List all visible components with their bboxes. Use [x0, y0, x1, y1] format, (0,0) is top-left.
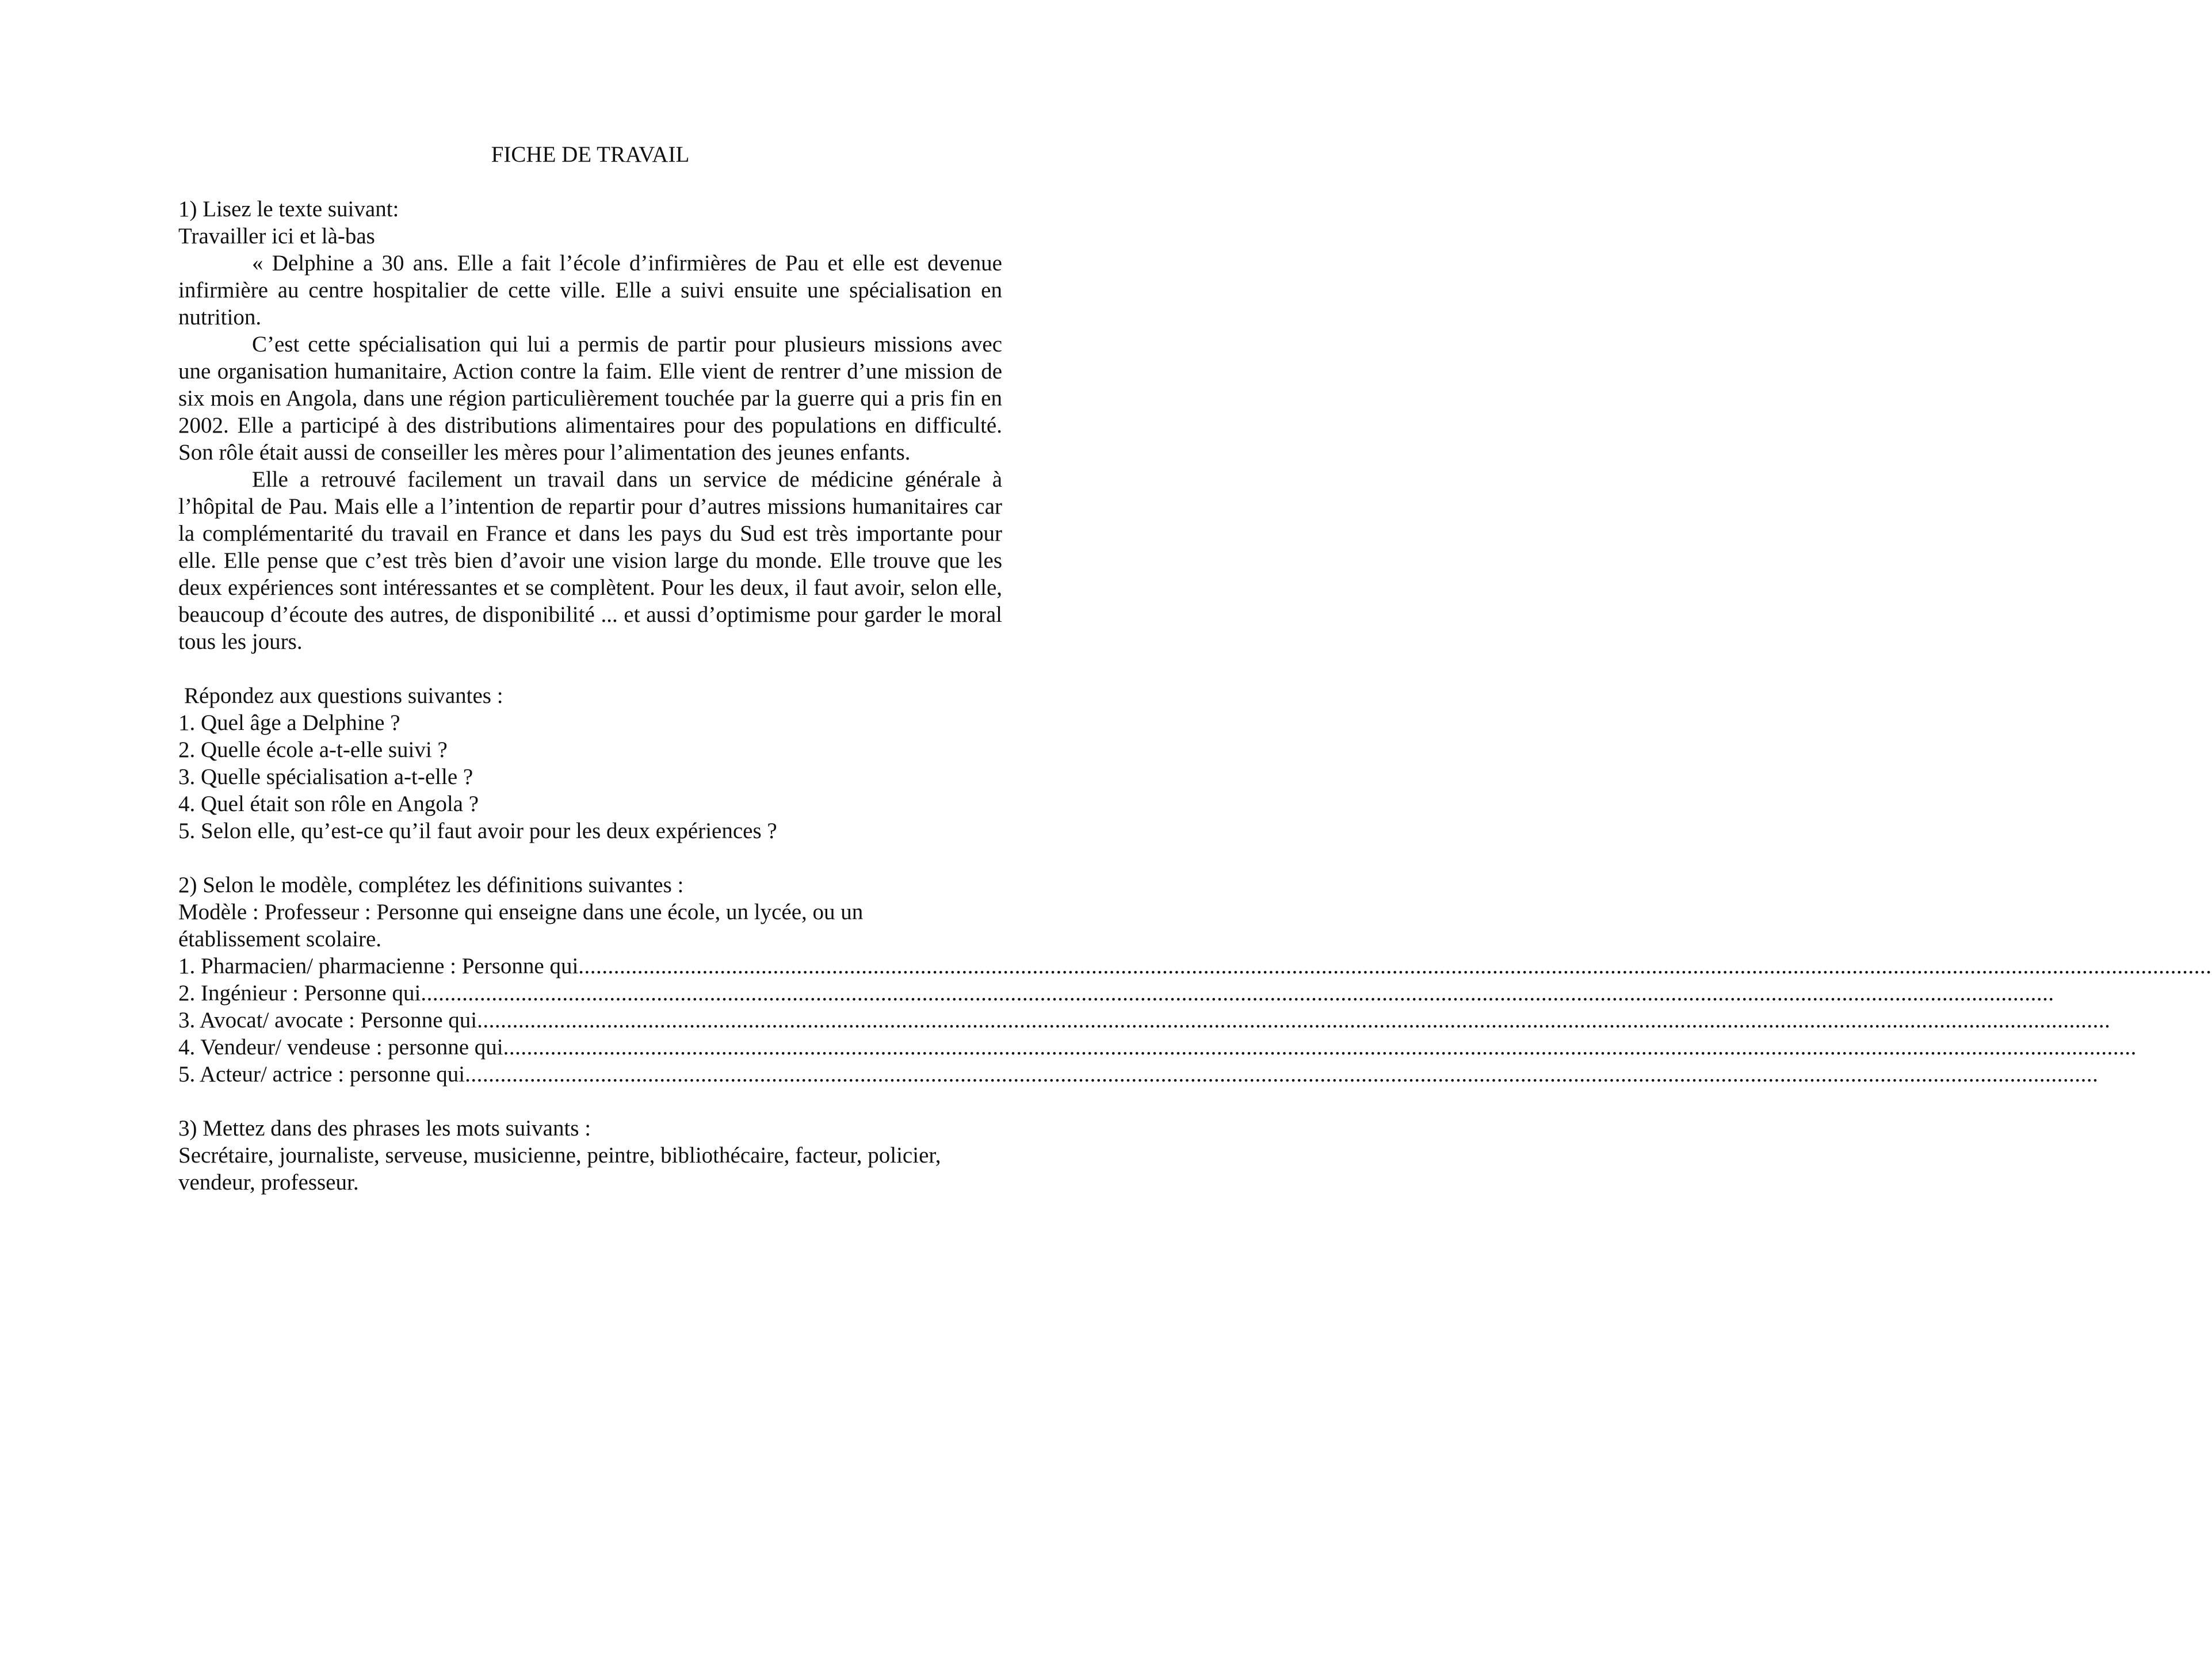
model-line-2: établissement scolaire.: [178, 927, 382, 951]
definition-prompt: 3. Avocat/ avocate : Personne qui: [178, 1008, 477, 1033]
answer-blank: .....................................................................................................................................................................................................................................................................................: [578, 954, 2212, 978]
definition-item: [178, 1007, 2111, 1034]
section2-heading: 2) Selon le modèle, complétez les définitions suivantes :: [178, 873, 684, 897]
spacer: [178, 655, 1002, 682]
definition-prompt: 5. Acteur/ actrice : personne qui: [178, 1062, 465, 1087]
questions-heading: Répondez aux questions suivantes :: [184, 683, 503, 708]
definition-prompt: 2. Ingénieur : Personne qui: [178, 981, 421, 1005]
spacer: [178, 1088, 1002, 1115]
question-item: 1. Quel âge a Delphine ?: [178, 710, 400, 735]
text-title: Travailler ici et là-bas: [178, 224, 375, 248]
worksheet-content: [178, 141, 2212, 1196]
word-list: Secrétaire, journaliste, serveuse, musicienne, peintre, bibliothécaire, facteur, policier, vendeur, professeur.: [178, 1143, 941, 1195]
section3-heading: 3) Mettez dans des phrases les mots suivants :: [178, 1116, 591, 1141]
answer-blank: .....................................................................................................................................................................................................................................................................................: [421, 981, 2054, 1005]
question-item: 2. Quelle école a-t-elle suivi ?: [178, 737, 448, 762]
definition-item: [178, 1034, 2137, 1061]
definition-item: [178, 953, 2212, 980]
section1-heading: 1) Lisez le texte suivant:: [178, 197, 399, 221]
text-paragraph-1: « Delphine a 30 ans. Elle a fait l’école d’infirmières de Pau et elle est devenue infirmière au centre hospitalier de cette ville. Elle a suivi ensuite une spécialisation en nutrition.: [178, 251, 1002, 330]
page-title: FICHE DE TRAVAIL: [491, 142, 690, 167]
text-paragraph-2: C’est cette spécialisation qui lui a permis de partir pour plusieurs missions avec une organisation humanitaire, Action contre la faim. Elle vient de rentrer d’une mission de six mois en Angola, dans une région particulièrement touchée par la guerre qui a pris fin en 2002. Elle a participé à des distributions alimentaires pour des populations en difficulté. Son rôle était aussi de conseiller les mères pour l’alimentation des jeunes enfants.: [178, 332, 1002, 465]
definition-item: [178, 980, 2054, 1007]
spacer: [178, 844, 1002, 871]
question-item: 5. Selon elle, qu’est-ce qu’il faut avoir pour les deux expériences ?: [178, 819, 777, 843]
model-line-1: Modèle : Professeur : Personne qui enseigne dans une école, un lycée, ou un: [178, 900, 864, 924]
definition-prompt: 1. Pharmacien/ pharmacienne : Personne qui: [178, 954, 579, 978]
text-paragraph-3: Elle a retrouvé facilement un travail dans un service de médicine générale à l’hôpital de Pau. Mais elle a l’intention de repartir pour d’autres missions humanitaires car la complémentarité du travail en France et dans les pays du Sud est très importante pour elle. Elle pense que c’est très bien d’avoir une vision large du monde. Elle trouve que les deux expériences sont intéressantes et se complètent. Pour les deux, il faut avoir, selon elle, beaucoup d’écoute des autres, de disponibilité ... et aussi d’optimisme pour garder le moral tous les jours.: [178, 467, 1002, 654]
definition-prompt: 4. Vendeur/ vendeuse : personne qui: [178, 1035, 503, 1060]
question-item: 4. Quel était son rôle en Angola ?: [178, 792, 479, 816]
question-item: 3. Quelle spécialisation a-t-elle ?: [178, 764, 473, 789]
answer-blank: .....................................................................................................................................................................................................................................................................................: [465, 1062, 2099, 1087]
answer-blank: .....................................................................................................................................................................................................................................................................................: [477, 1008, 2111, 1033]
answer-blank: .....................................................................................................................................................................................................................................................................................: [503, 1035, 2137, 1060]
definition-item: [178, 1061, 2099, 1088]
